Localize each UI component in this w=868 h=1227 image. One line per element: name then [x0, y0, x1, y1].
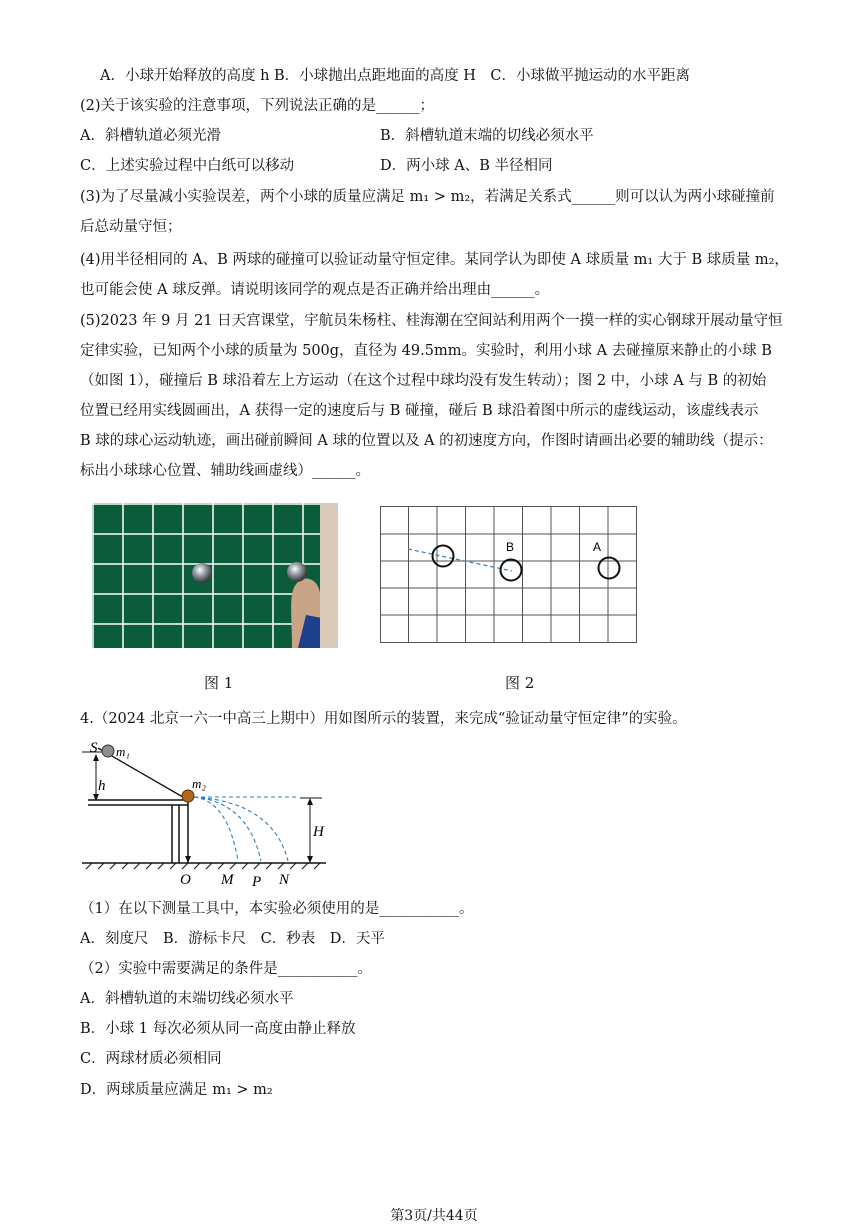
label-b: B — [506, 540, 515, 554]
q4-p2-option-d: D．两球质量应满足 m₁ > m₂ — [80, 1082, 273, 1098]
label-a: A — [593, 540, 602, 554]
page-footer: 第3页/共44页 — [390, 1208, 478, 1224]
q4-p2-option-c: C．两球材质必须相同 — [80, 1051, 222, 1067]
figure-1-photo — [92, 503, 338, 648]
steel-ball-a — [287, 562, 307, 582]
q4-p2-option-b: B．小球 1 每次必须从同一高度由静止释放 — [80, 1021, 356, 1037]
figure-1-drawing — [92, 503, 338, 648]
q3-p1-options: A．小球开始释放的高度 h B．小球抛出点距地面的高度 H C．小球做平抛运动的水平距离 — [100, 68, 691, 84]
label-H: H — [313, 824, 324, 840]
label-O: O — [180, 872, 191, 888]
q3-p2-option-a: A．斜槽轨道必须光滑 — [80, 128, 221, 144]
q3-p5-line4: 位置已经用实线圆画出，A 获得一定的速度后与 B 碰撞，碰后 B 球沿着图中所示的虚线运动，该虚线表示 — [80, 403, 759, 419]
steel-ball-b — [192, 563, 212, 583]
q3-p4-line2: 也可能会使 A 球反弹。请说明该同学的观点是否正确并给出理由______。 — [80, 282, 550, 298]
label-m2: m₂ — [192, 776, 206, 791]
figure-2-caption: 图 2 — [505, 674, 535, 692]
circle-b — [501, 560, 522, 581]
label-S: S — [90, 740, 98, 756]
q3-p2-option-d: D．两小球 A、B 半径相同 — [380, 158, 553, 174]
figure-2-grid-diagram — [380, 506, 638, 644]
q3-p2-option-b: B．斜槽轨道末端的切线必须水平 — [380, 128, 594, 144]
ground-hatch — [86, 863, 320, 869]
q3-p5-line1: (5)2023 年 9 月 21 日天宫课堂，宇航员朱杨柱、桂海潮在空间站利用两个一摸一样的实心钢球开展动量守恒 — [80, 313, 783, 329]
ball-m1 — [102, 745, 114, 757]
q4-apparatus-diagram — [78, 736, 330, 888]
ball-m2 — [182, 790, 194, 802]
q3-p4-line1: (4)用半径相同的 A、B 两球的碰撞可以验证动量守恒定律。某同学认为即使 A 球质量 m₁ 大于 B 球质量 m₂， — [80, 252, 789, 268]
label-N: N — [279, 872, 290, 888]
q4-p1-options: A．刻度尺 B．游标卡尺 C．秒表 D．天平 — [80, 931, 385, 947]
q3-p5-line3: （如图 1），碰撞后 B 球沿着左上方运动（在这个过程中球均没有发生转动）；图 2 中，小球 A 与 B 的初始 — [80, 373, 767, 389]
q3-p3-line1: (3)为了尽量减小实验误差，两个小球的质量应满足 m₁ > m₂，若满足关系式______则可以认为两小球碰撞前 — [80, 189, 775, 205]
q3-p5-line6: 标出小球球心位置、辅助线画虚线）______。 — [80, 463, 370, 479]
plumb-arrow — [185, 856, 191, 863]
q4-p2-stem: （2）实验中需要满足的条件是___________。 — [80, 961, 372, 977]
q3-p2-option-c: C．上述实验过程中白纸可以移动 — [80, 158, 295, 174]
H-arrow-head-bottom — [307, 856, 313, 863]
grid-lines — [380, 506, 637, 643]
label-M: M — [221, 872, 234, 888]
q4-p1-stem: （1）在以下测量工具中，本实验必须使用的是___________。 — [80, 901, 474, 917]
figure-1-caption: 图 1 — [204, 674, 234, 692]
q3-p5-line2: 定律实验，已知两个小球的质量为 500g，直径为 49.5mm。实验时，利用小球 A 去碰撞原来静止的小球 B — [80, 343, 772, 359]
q3-p2-stem: (2)关于该实验的注意事项，下列说法正确的是______； — [80, 98, 435, 114]
photo-wall-edge — [320, 503, 338, 648]
H-arrow-head-top — [307, 798, 313, 805]
label-P: P — [252, 874, 262, 888]
label-h: h — [98, 778, 106, 794]
label-m1: m₁ — [116, 744, 130, 759]
q4-p2-option-a: A．斜槽轨道的末端切线必须水平 — [80, 991, 294, 1007]
trajectories — [194, 797, 296, 861]
b-trajectory-dashed — [408, 549, 512, 571]
q4-stem: 4.（2024 北京一六一中高三上期中）用如图所示的装置，来完成“验证动量守恒定律”的实验。 — [80, 711, 687, 727]
q3-p3-line2: 后总动量守恒； — [80, 219, 182, 235]
q3-p5-line5: B 球的球心运动轨迹，画出碰前瞬间 A 球的位置以及 A 的初速度方向，作图时请画出必要的辅助线（提示： — [80, 433, 773, 449]
